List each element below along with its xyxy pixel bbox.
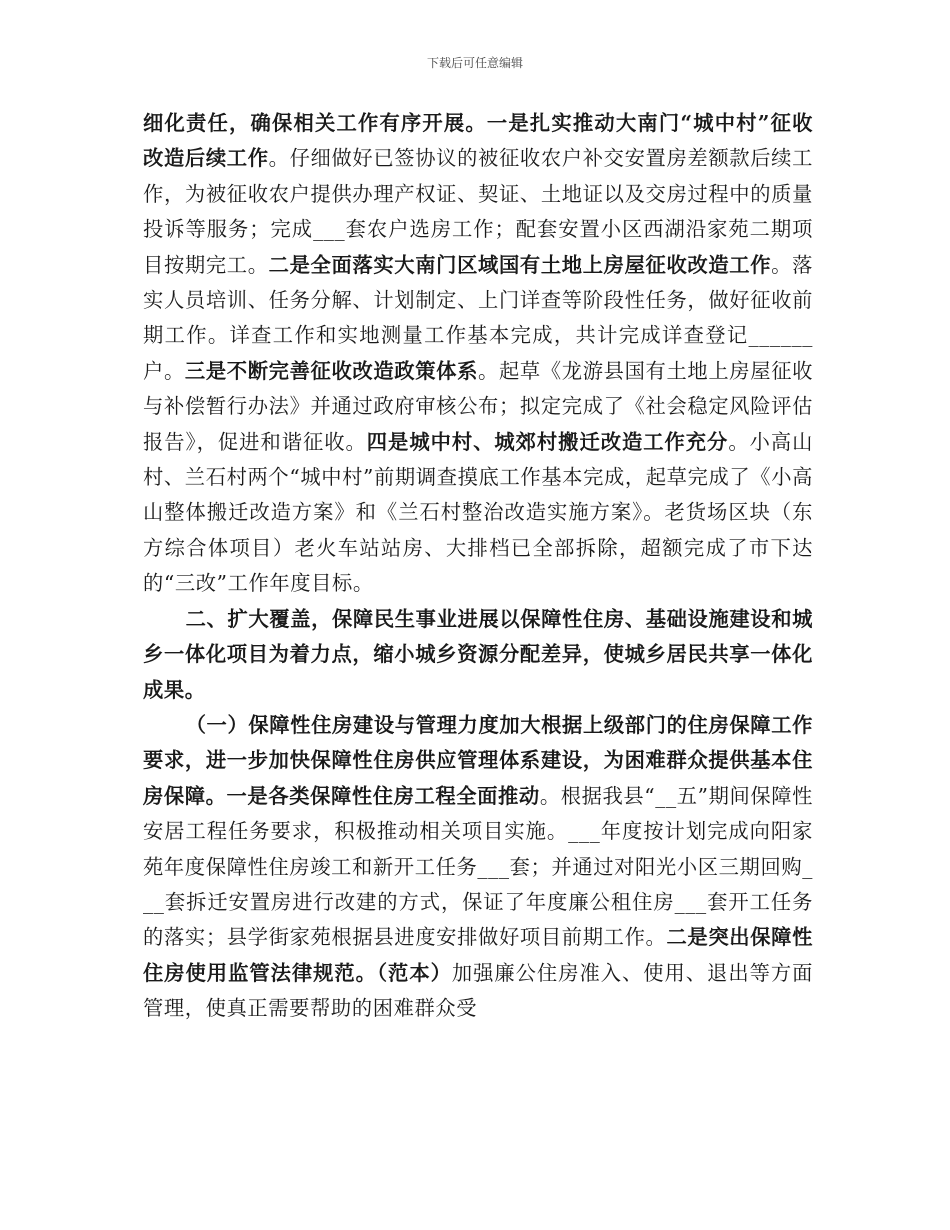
page-header-note: 下载后可任意编辑 — [426, 56, 523, 70]
paragraph-housing-security — [143, 708, 813, 1027]
text-run: 。根据我县“__五”期间保障性安居工程任务要求，积极推动相关项目实施。___年度按计划完成向阳家苑年度保障性住房竣工和新开工任务___套；并通过对阳光小区三期回购___套拆迁安置房进行改建的方式，保证了年度廉公租住房___套开工任务的落实；县学街家苑根据县进度安排做好项目前期工作。 — [143, 783, 813, 950]
text-run: 。小高山村、兰石村两个“城中村”前期调查摸底工作基本完成，起草完成了《小高山整体搬迁改造方案》和《兰石村整治改造实施方案》。老货场区块（东方综合体项目）老火车站站房、大排档已全部拆除，超额完成了市下达的“三改”工作年度目标。 — [143, 429, 813, 596]
text-run: 二是全面落实大南门区域国有土地上房屋征收改造工作 — [268, 252, 772, 277]
text-run: 。起草《龙游县国有土地上房屋征收与补偿暂行办法》并通过政府审核公布；拟定完成了《社会稳定风险评估报告》，促进和谐征收。 — [143, 358, 814, 454]
text-run: 二是突出保障性住房使用监管法律规范。（范本） — [143, 925, 813, 985]
document-body — [143, 106, 813, 1027]
text-run: 细化责任，确保相关工作有序开展。一是扎实推动大南门“城中村”征收改造后续工作 — [143, 111, 813, 171]
text-run: 加强廉公住房准入、使用、退出等方面管理，使真正需要帮助的困难群众受 — [143, 960, 814, 1021]
text-run: 。仔细做好已签协议的被征收农户补交安置房差额款后续工作，为被征收农户提供办理产权证、契证、土地证以及交房过程中的质量投诉等服务；完成___套农户选房工作；配套安置小区西湖沿家苑二期项目按期完工。 — [143, 146, 813, 277]
text-run: 。落实人员培训、任务分解、计划制定、上门详查等阶段性任务，做好征收前期工作。详查工作和实地测量工作基本完成，共计完成详查登记______户。 — [143, 252, 813, 383]
text-run: 四是城中村、城郊村搬迁改造工作充分 — [366, 429, 729, 454]
section-heading-two — [143, 602, 813, 708]
text-run: 二、扩大覆盖，保障民生事业进展以保障性住房、基础设施建设和城乡一体化项目为着力点，缩小城乡资源分配差异，使城乡居民共享一体化成果。 — [143, 606, 813, 702]
text-run: 三是不断完善征收改造政策体系 — [184, 358, 479, 383]
text-run: （一）保障性住房建设与管理力度加大根据上级部门的住房保障工作要求，进一步加快保障性住房供应管理体系建设，为困难群众提供基本住房保障。一是各类保障性住房工程全面推动 — [143, 712, 813, 808]
paragraph-demolition-work — [143, 106, 813, 602]
